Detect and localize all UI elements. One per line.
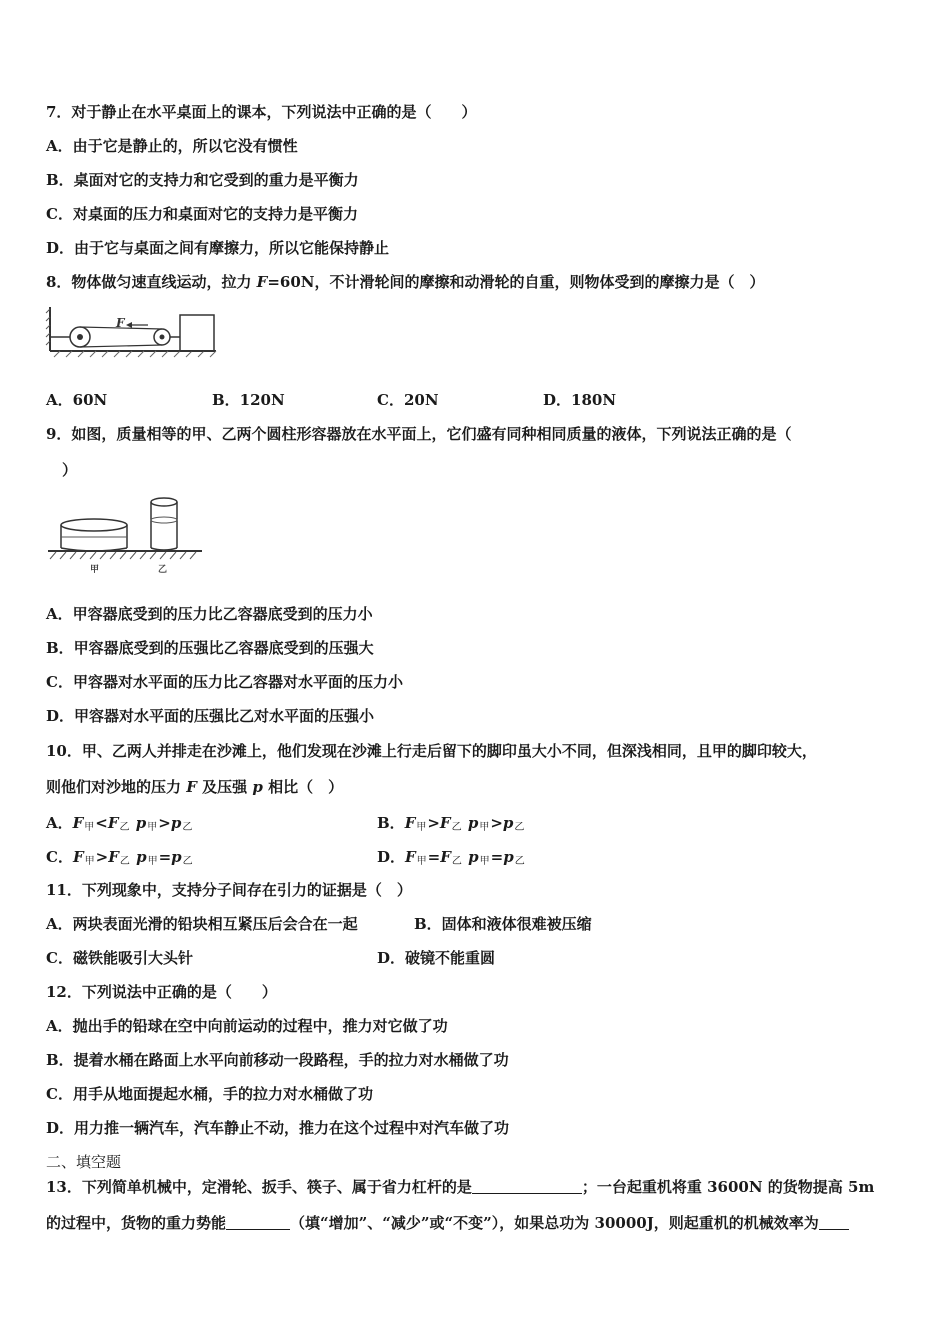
q12-option-c: C．用手从地面提起水桶，手的拉力对水桶做了功 xyxy=(46,1085,373,1103)
q9-option-a: A．甲容器底受到的压力比乙容器底受到的压力小 xyxy=(46,605,373,623)
q13-line-1: 13．下列简单机械中，定滑轮、扳手、筷子、属于省力杠杆的是 ；一台起重机将重 3600N 的货物提高 5m xyxy=(46,1178,875,1196)
q7-option-d: D．由于它与桌面之间有摩擦力，所以它能保持静止 xyxy=(46,239,390,257)
q7-option-c: C．对桌面的压力和桌面对它的支持力是平衡力 xyxy=(46,205,358,223)
q7-stem: 7．对于静止在水平桌面上的课本，下列说法中正确的是（ ） xyxy=(46,103,477,121)
q11-option-b: B．固体和液体很难被压缩 xyxy=(414,915,592,933)
q11-stem: 11．下列现象中，支持分子间存在引力的证据是（ ） xyxy=(46,881,412,899)
q8-option-c: C．20N xyxy=(377,391,439,409)
q13-line-2: 的过程中，货物的重力势能 （填“增加”、“减少”或“不变”），如果总功为 30000J，则起重机的机械效率为 xyxy=(46,1213,849,1233)
q12-option-b: B．提着水桶在路面上水平向前移动一段路程，手的拉力对水桶做了功 xyxy=(46,1051,509,1069)
container-label-left: 甲 xyxy=(90,565,100,575)
q9-option-d: D．甲容器对水平面的压强比乙对水平面的压强小 xyxy=(46,707,375,725)
q10-stem: 10．甲、乙两人并排走在沙滩上，他们发现在沙滩上行走后留下的脚印虽大小不同，但深浅相同，且甲的脚印较大， xyxy=(46,742,817,760)
q7-option-a: A．由于它是静止的，所以它没有惯性 xyxy=(46,137,298,155)
section-title: 二、填空题 xyxy=(46,1153,122,1171)
q12-option-a: A．抛出手的铅球在空中向前运动的过程中，推力对它做了功 xyxy=(46,1017,448,1035)
containers-figure xyxy=(46,492,206,576)
q10-option-d: D．$F_甲=F_乙$ $p_甲=p_乙$ xyxy=(377,848,525,867)
q10-option-c: C．$F_甲>F_乙$ $p_甲=p_乙$ xyxy=(46,848,193,867)
force-label: F xyxy=(116,316,125,330)
q10-stem-2: 则他们对沙地的压力 F 及压强 p 相比（ ） xyxy=(46,778,344,796)
q13-blank-3[interactable] xyxy=(819,1214,849,1230)
q12-option-d: D．用力推一辆汽车，汽车静止不动，推力在这个过程中对汽车做了功 xyxy=(46,1119,510,1137)
q9-option-b: B．甲容器底受到的压强比乙容器底受到的压强大 xyxy=(46,639,374,657)
q10-option-a: A．$F_甲<F_乙$ $p_甲>p_乙$ xyxy=(46,814,193,833)
q13-blank-2[interactable] xyxy=(226,1214,290,1230)
q8-stem: 8．物体做匀速直线运动，拉力 F=60N，不计滑轮间的摩擦和动滑轮的自重，则物体受到的摩擦力是（ ） xyxy=(46,273,765,291)
q10-option-b: B．$F_甲>F_乙$ $p_甲>p_乙$ xyxy=(377,814,525,833)
container-label-right: 乙 xyxy=(158,565,168,575)
q12-stem: 12．下列说法中正确的是（ ） xyxy=(46,983,277,1001)
q7-option-b: B．桌面对它的支持力和它受到的重力是平衡力 xyxy=(46,171,359,189)
q11-option-d: D．破镜不能重圆 xyxy=(377,949,496,967)
q9-option-c: C．甲容器对水平面的压力比乙容器对水平面的压力小 xyxy=(46,673,403,691)
q8-option-a: A．60N xyxy=(46,391,108,409)
pulley-figure xyxy=(44,305,220,361)
q13-blank-1[interactable] xyxy=(472,1178,582,1194)
q8-option-b: B．120N xyxy=(212,391,285,409)
q9-stem-cont: ） xyxy=(62,461,78,479)
q11-option-c: C．磁铁能吸引大头针 xyxy=(46,949,193,967)
q9-stem: 9．如图，质量相等的甲、乙两个圆柱形容器放在水平面上，它们盛有同种相同质量的液体，下列说法正确的是（ xyxy=(46,425,792,443)
q8-option-d: D．180N xyxy=(543,391,617,409)
q11-option-a: A．两块表面光滑的铅块相互紧压后会合在一起 xyxy=(46,915,358,933)
